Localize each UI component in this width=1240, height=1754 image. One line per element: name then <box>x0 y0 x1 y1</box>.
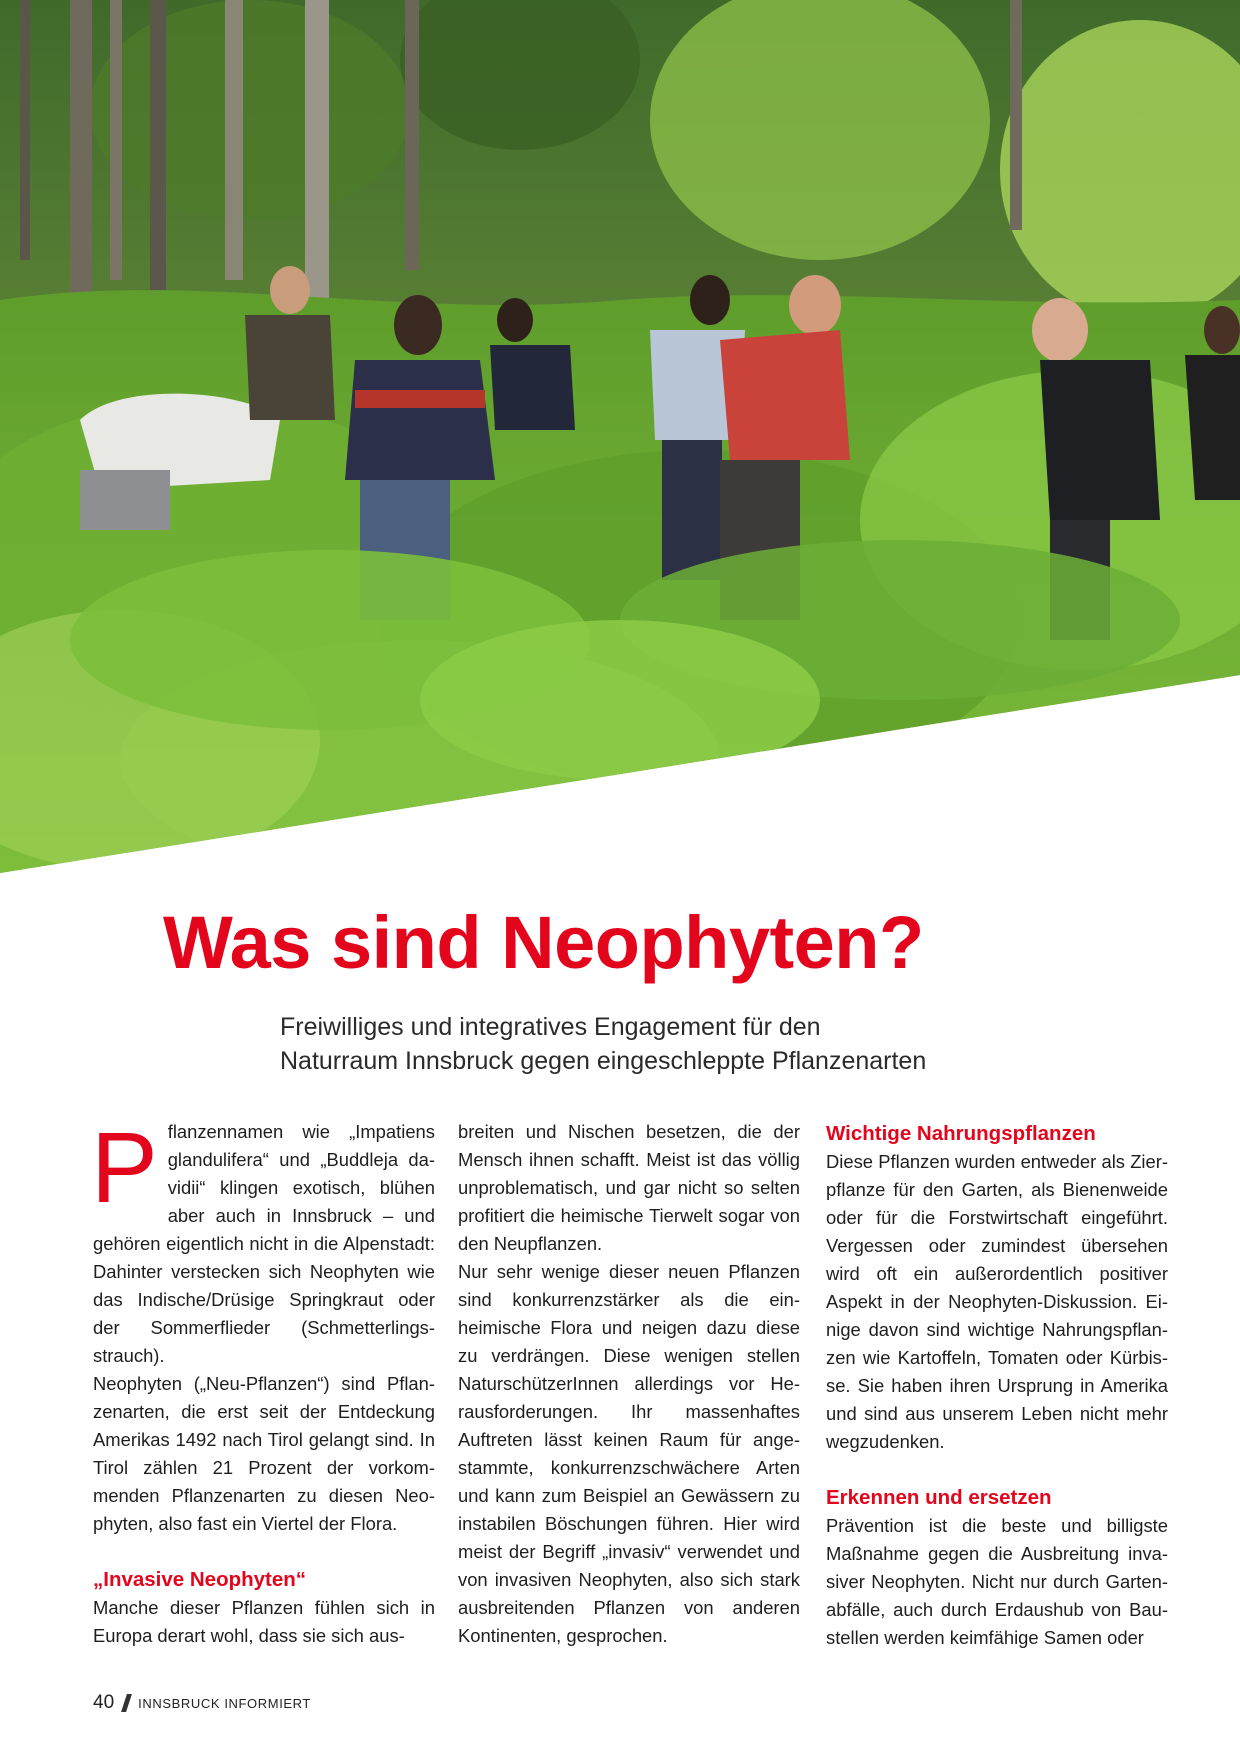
paragraph: Diese Pflanzen wurden entweder als Zierpflanze für den Garten, als Bienenweide oder für die Forstwirtschaft eingeführt. Vergessen oder zumindest übersehen wird oft ein außerordentlich positiver Aspekt in der Neophyten-Diskussion. Einige davon sind wichtige Nahrungspflanzen wie Kartoffeln, Tomaten oder Kürbisse. Sie haben ihren Ursprung in Amerika und sind aus unserem Leben nicht mehr wegzudenken. <box>826 1151 1168 1452</box>
text-column-2 <box>458 1118 800 1650</box>
publication-name: INNSBRUCK INFORMIERT <box>138 1695 311 1711</box>
paragraph: Nur sehr wenige dieser neuen Pflanzen sind konkurrenzstärker als die einheimische Flora und neigen dazu diese zu verdrängen. Diese wenigen stellen NaturschützerInnen allerdings vor Herausforderungen. Ihr massenhaftes Auftreten lässt keinen Raum für angestammte, konkurrenzschwächere Arten und kann zum Beispiel an Gewässern zu instabilen Böschungen führen. Hier wird meist der Begriff „invasiv“ verwendet und von invasiven Neophyten, also sich stark ausbreitenden Pflanzen von anderen Kontinenten, gesprochen. <box>458 1261 800 1646</box>
text-column-3 <box>826 1120 1168 1652</box>
page-number: 40 <box>93 1692 115 1713</box>
section-heading-nahrungspflanzen: Wichtige Nahrungspflanzen <box>826 1122 1096 1145</box>
subtitle-line: Freiwilliges und integratives Engagement für den <box>280 1013 821 1041</box>
slash-divider <box>121 1694 132 1712</box>
page-footer <box>93 1692 311 1714</box>
intro-paragraph <box>91 1112 435 1370</box>
paragraph: breiten und Nischen besetzen, die der Mensch ihnen schafft. Meist ist das völlig unproblematisch, und gar nicht so selten profitiert die heimische Tierwelt sogar von den Neupflanzen. <box>458 1121 800 1254</box>
article-title: Was sind Neophyten? <box>163 901 924 984</box>
paragraph: Prävention ist die beste und billigste Maßnahme gegen die Ausbreitung invasiver Neophyten. Nicht nur durch Gartenabfälle, auch durch Erdaushub von Baustellen werden keimfähige Samen oder <box>826 1515 1168 1648</box>
intro-text: flanzennamen wie „Impatiens glandulifera“ und „Buddleja davidii“ klingen exotisch, blühen aber auch in Innsbruck – und gehören eigentlich nicht in die Alpenstadt: Dahinter verstecken sich Neophyten wie das Indische/Drüsige Springkraut oder der Sommerflieder (Schmetterlingsstrauch). <box>93 1121 435 1366</box>
article-subtitle <box>280 1010 980 1078</box>
paragraph: Neophyten („Neu-Pflanzen“) sind Pflanzenarten, die erst seit der Entdeckung Amerikas 1492 nach Tirol gelangt sind. In Tirol zählen 21 Prozent der vorkommenden Pflanzenarten zu diesen Neophyten, also fast ein Viertel der Flora. <box>93 1373 435 1534</box>
text-column-1 <box>91 1112 435 1650</box>
paragraph: Manche dieser Pflanzen fühlen sich in Europa derart wohl, dass sie sich aus- <box>93 1597 435 1646</box>
drop-cap: P <box>91 1112 158 1224</box>
section-heading-invasive: „Invasive Neophyten“ <box>93 1568 307 1591</box>
section-heading-erkennen: Erkennen und ersetzen <box>826 1486 1052 1509</box>
subtitle-line: Naturraum Innsbruck gegen eingeschleppte Pflanzenarten <box>280 1047 927 1075</box>
